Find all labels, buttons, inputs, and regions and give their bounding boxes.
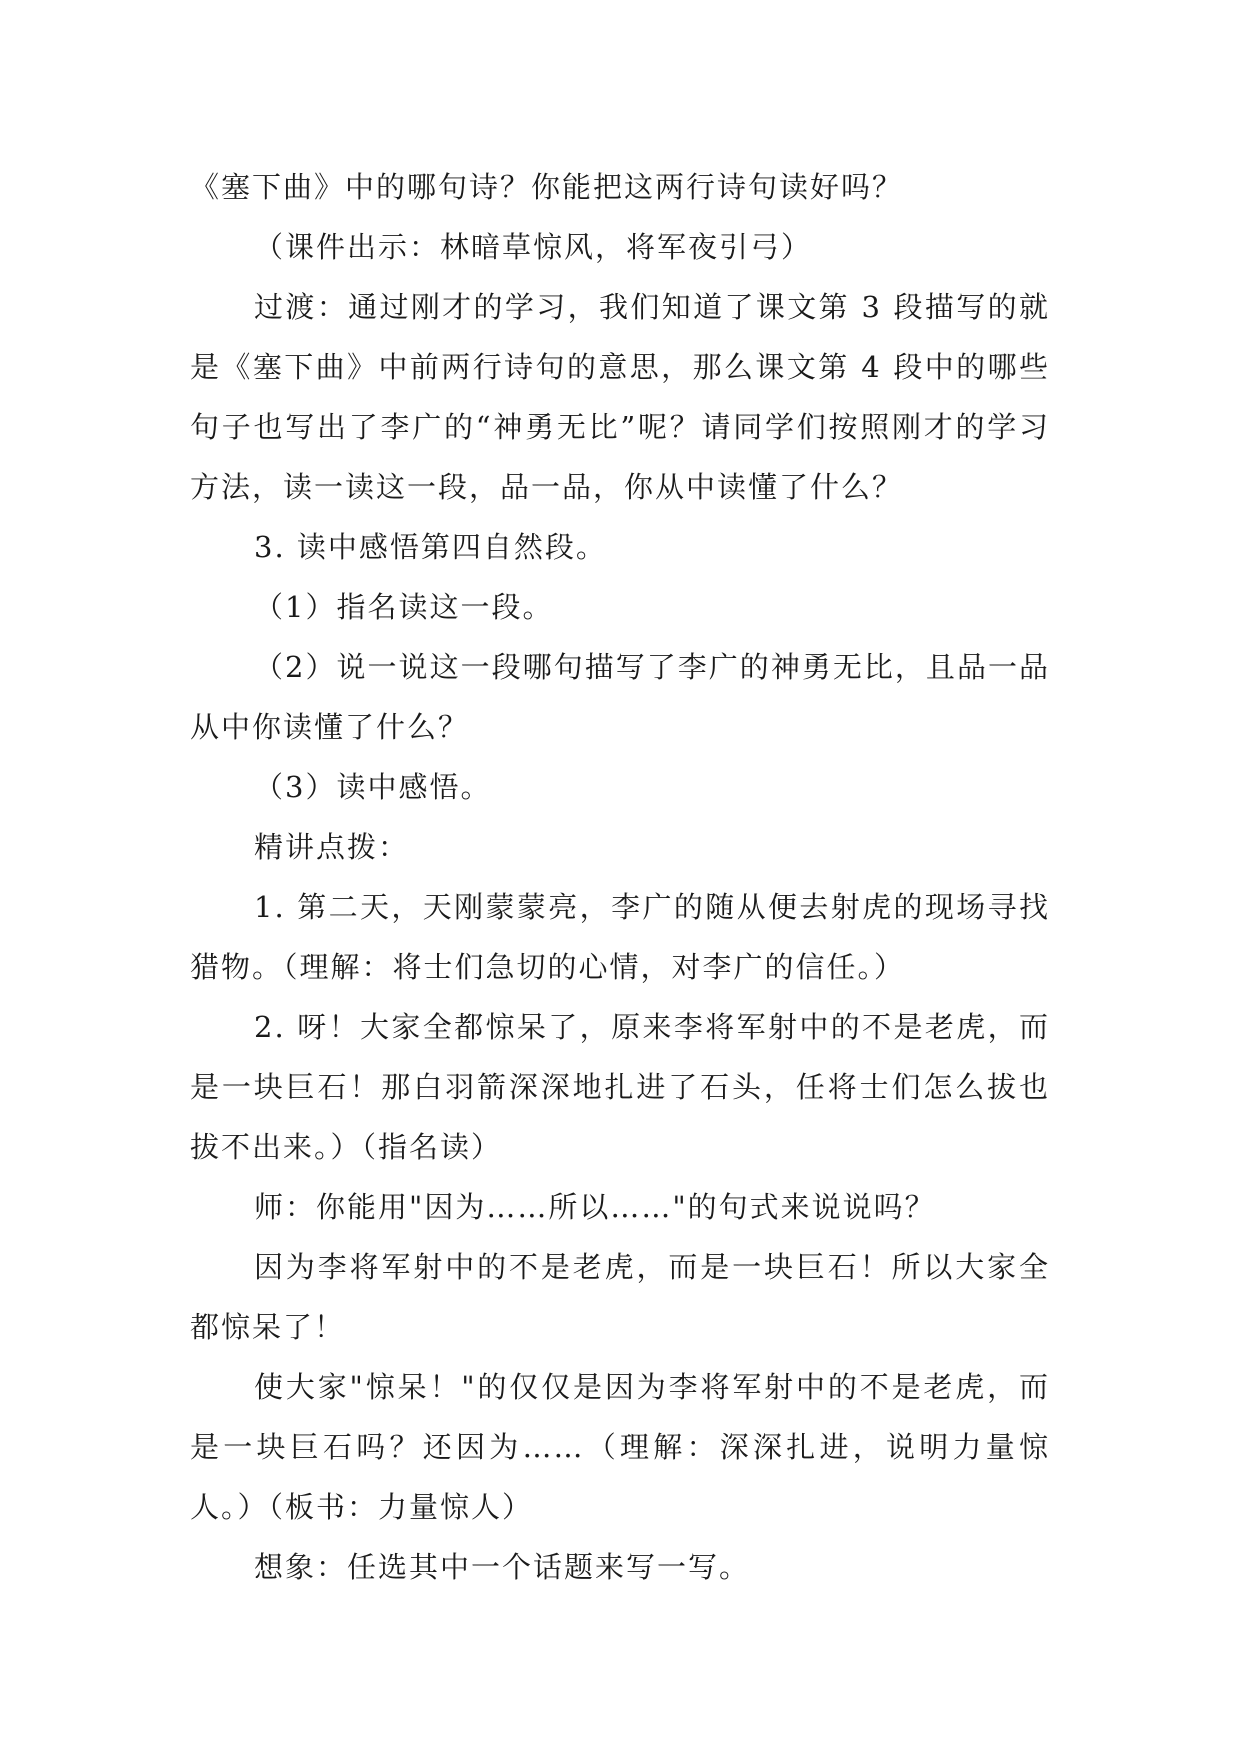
paragraph-step-3-2: （2）说一说这一段哪句描写了李广的神勇无比，且品一品从中你读懂了什么？ [190, 650, 1050, 744]
paragraph-imagine: 想象：任选其中一个话题来写一写。 [254, 1550, 751, 1584]
paragraph-point-2: 2. 呀！大家全都惊呆了，原来李将军射中的不是老虎，而是一块巨石！那白羽箭深深地扎进了石头，任将士们怎么拔也拔不出来。）（指名读） [190, 1010, 1050, 1164]
paragraph-courseware: （课件出示：林暗草惊风，将军夜引弓） [254, 230, 813, 264]
paragraph-step-3-3: （3）读中感悟。 [254, 770, 492, 804]
paragraph-transition: 过渡：通过刚才的学习，我们知道了课文第 3 段描写的就是《塞下曲》中前两行诗句的意思，那么课文第 4 段中的哪些句子也写出了李广的“神勇无比”呢？请同学们按照刚才的学习方法，读一读这一段，品一品，你从中读懂了什么？ [190, 290, 1050, 504]
paragraph-further-reason: 使大家"惊呆！"的仅仅是因为李将军射中的不是老虎，而是一块巨石吗？还因为……（理解：深深扎进，说明力量惊人。）（板书：力量惊人） [190, 1370, 1050, 1524]
paragraph-teacher-question: 师：你能用"因为……所以……"的句式来说说吗？ [254, 1190, 936, 1224]
paragraph-point-1: 1. 第二天，天刚蒙蒙亮，李广的随从便去射虎的现场寻找猎物。（理解：将士们急切的心情，对李广的信任。） [190, 890, 1050, 984]
paragraph-step-3-1: （1）指名读这一段。 [254, 590, 554, 624]
document-body [190, 157, 1050, 1597]
paragraph-step-3: 3. 读中感悟第四自然段。 [254, 530, 607, 564]
paragraph-because-so: 因为李将军射中的不是老虎，而是一块巨石！所以大家全都惊呆了！ [190, 1250, 1050, 1344]
paragraph-key-points-heading: 精讲点拨： [254, 830, 410, 864]
paragraph-poem-question: 《塞下曲》中的哪句诗？你能把这两行诗句读好吗？ [190, 170, 904, 204]
